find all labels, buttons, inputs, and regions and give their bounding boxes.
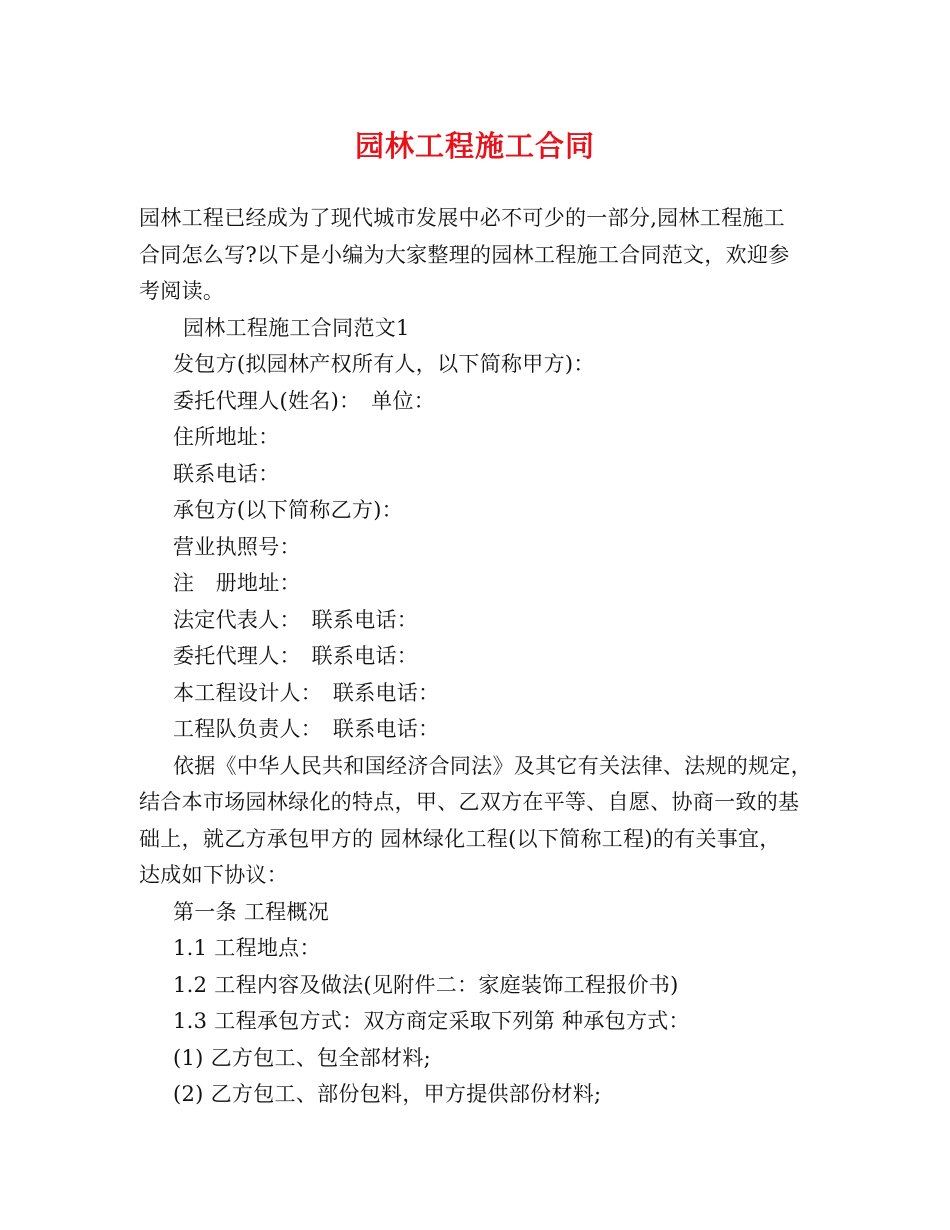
document-line: 本工程设计人： 联系电话： (173, 680, 440, 705)
document-line: 发包方(拟园林产权所有人，以下简称甲方)： (173, 352, 595, 376)
document-line: 园林工程施工合同范文1 (183, 315, 410, 340)
document-line: 承包方(以下简称乙方)： (173, 498, 403, 522)
document-line: 达成如下协议： (139, 863, 289, 887)
document-line: 联系电话： (173, 461, 280, 486)
document-line: 第一条 工程概况 (173, 899, 330, 924)
document-line: 1.1 工程地点： (173, 936, 321, 960)
document-line: 考阅读。 (139, 279, 225, 303)
document-line: 委托代理人： 联系电话： (173, 644, 419, 668)
document-line: 1.3 工程承包方式：双方商定采取下列第 种承包方式： (173, 1009, 690, 1033)
document-line: 园林工程已经成为了现代城市发展中必不可少的一部分,园林工程施工 (139, 206, 785, 230)
document-line: 结合本市场园林绿化的特点，甲、乙双方在平等、自愿、协商一致的基 (139, 790, 800, 814)
document-line: 法定代表人： 联系电话： (173, 607, 419, 632)
document-line: 注 册地址： (173, 571, 301, 595)
document-body (139, 200, 839, 1113)
document-line: 合同怎么写?以下是小编为大家整理的园林工程施工合同范文，欢迎参 (139, 242, 790, 267)
document-line: (2) 乙方包工、部份包料，甲方提供部份材料; (173, 1082, 602, 1106)
document-line: 委托代理人(姓名)： 单位： (173, 388, 436, 413)
document-line: 工程队负责人： 联系电话： (173, 717, 440, 741)
document-line: 依据《中华人民共和国经济合同法》及其它有关法律、法规的规定， (173, 753, 812, 778)
document-line: 住所地址： (173, 425, 280, 449)
document-line: 础上，就乙方承包甲方的 园林绿化工程(以下简称工程)的有关事宜， (139, 826, 781, 851)
document-title: 园林工程施工合同 (354, 129, 595, 163)
document-line: 营业执照号： (173, 534, 301, 559)
document-line: 1.2 工程内容及做法(见附件二：家庭装饰工程报价书) (173, 972, 679, 997)
document-line: (1) 乙方包工、包全部材料; (173, 1045, 431, 1070)
